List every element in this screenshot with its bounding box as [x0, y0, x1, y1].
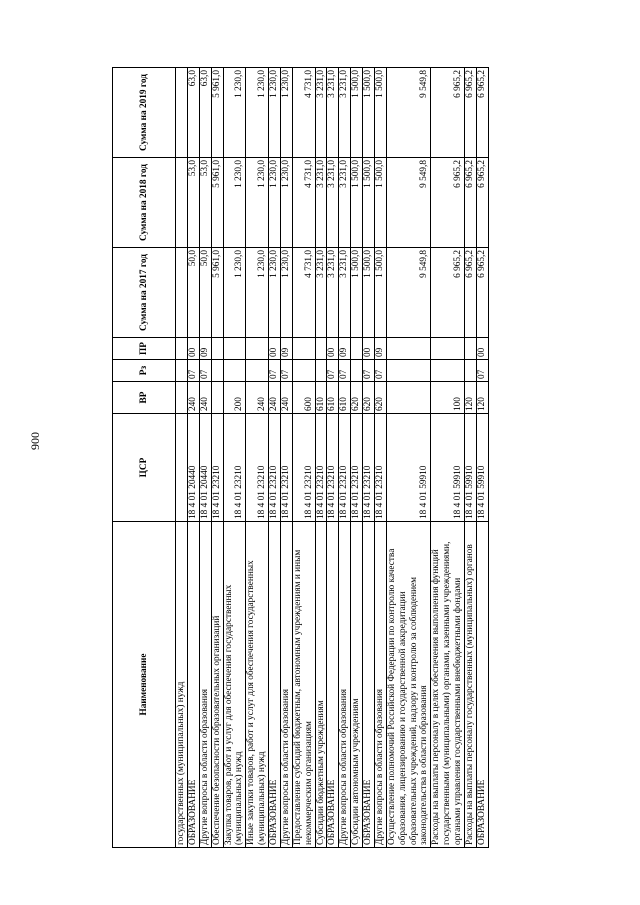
cell-sum-2018: 4 731,0	[292, 158, 315, 248]
cell-sum-2017: 50,0	[199, 248, 211, 338]
cell-sum-2019: 1 230,0	[269, 68, 281, 158]
header-rz: Рз	[113, 360, 176, 382]
cell-sum-2018: 5 961,0	[211, 158, 223, 248]
cell-sum-2019: 1 230,0	[280, 68, 292, 158]
cell-sum-2018: 3 231,0	[315, 158, 327, 248]
cell-sum-2018: 6 965,2	[464, 158, 476, 248]
cell-sum-2017: 6 965,2	[476, 248, 488, 338]
cell-pr	[292, 338, 315, 360]
cell-sum-2018: 3 231,0	[327, 158, 339, 248]
budget-table	[112, 67, 489, 848]
cell-sum-2017: 1 500,0	[363, 248, 375, 338]
cell-sum-2019: 1 500,0	[363, 68, 375, 158]
cell-vr: 240	[187, 382, 199, 414]
cell-rz: 07	[269, 360, 281, 382]
cell-name: ОБРАЗОВАНИЕ	[363, 522, 375, 848]
cell-sum-2019: 3 231,0	[315, 68, 327, 158]
cell-sum-2019: 63,0	[187, 68, 199, 158]
cell-vr: 620	[363, 382, 375, 414]
cell-rz: 07	[187, 360, 199, 382]
cell-csr	[176, 414, 188, 522]
cell-rz	[292, 360, 315, 382]
cell-name: Расходы на выплаты персоналу государственных (муниципальных) органов	[464, 522, 476, 848]
cell-vr: 620	[374, 382, 386, 414]
cell-vr	[211, 382, 223, 414]
cell-vr: 100	[431, 382, 465, 414]
cell-sum-2018	[176, 158, 188, 248]
cell-sum-2018: 1 230,0	[246, 158, 269, 248]
cell-name: Субсидии автономным учреждениям	[351, 522, 363, 848]
cell-name: Другие вопросы в области образования	[374, 522, 386, 848]
cell-sum-2017: 1 230,0	[269, 248, 281, 338]
cell-name: государственных (муниципальных) нужд	[176, 522, 188, 848]
cell-vr	[386, 382, 431, 414]
cell-sum-2017: 5 961,0	[211, 248, 223, 338]
cell-csr: 18 4 01 23210	[246, 414, 269, 522]
cell-csr: 18 4 01 23210	[327, 414, 339, 522]
cell-rz	[386, 360, 431, 382]
table-row	[476, 68, 488, 848]
cell-vr: 200	[223, 382, 246, 414]
cell-sum-2017: 3 231,0	[339, 248, 351, 338]
cell-sum-2017: 1 500,0	[351, 248, 363, 338]
cell-rz	[431, 360, 465, 382]
cell-name: Расходы на выплаты персоналу в целях обеспечения выполнения функций государственными (муниципальными) органами, казенными учреждениями, органами управления государственными внебюджетными фондами	[431, 522, 465, 848]
cell-sum-2017: 3 231,0	[327, 248, 339, 338]
table-row	[280, 68, 292, 848]
cell-pr: 09	[280, 338, 292, 360]
cell-rz	[315, 360, 327, 382]
cell-vr: 240	[199, 382, 211, 414]
cell-vr: 240	[280, 382, 292, 414]
table-row	[187, 68, 199, 848]
cell-rz: 07	[280, 360, 292, 382]
cell-pr: 09	[339, 338, 351, 360]
cell-csr: 18 4 01 23210	[280, 414, 292, 522]
cell-csr: 18 4 01 59910	[464, 414, 476, 522]
cell-pr: 00	[363, 338, 375, 360]
cell-sum-2019: 1 500,0	[374, 68, 386, 158]
cell-name: Другие вопросы в области образования	[280, 522, 292, 848]
header-sum-2017: Сумма на 2017 год	[113, 248, 176, 338]
header-csr: ЦСР	[113, 414, 176, 522]
cell-vr: 240	[269, 382, 281, 414]
cell-sum-2019: 1 230,0	[223, 68, 246, 158]
cell-sum-2019: 6 965,2	[476, 68, 488, 158]
cell-sum-2017: 9 549,8	[386, 248, 431, 338]
cell-pr	[246, 338, 269, 360]
cell-name: Предоставление субсидий бюджетным, автономным учреждениям и иным некоммерческим организациям	[292, 522, 315, 848]
table-row	[211, 68, 223, 848]
cell-csr: 18 4 01 59910	[476, 414, 488, 522]
table-row	[315, 68, 327, 848]
table-row	[374, 68, 386, 848]
header-vr: ВР	[113, 382, 176, 414]
header-name: Наименование	[113, 522, 176, 848]
cell-rz: 07	[363, 360, 375, 382]
table-row	[292, 68, 315, 848]
cell-vr: 600	[292, 382, 315, 414]
cell-rz: 07	[199, 360, 211, 382]
cell-name: Другие вопросы в области образования	[339, 522, 351, 848]
cell-name: Иные закупки товаров, работ и услуг для обеспечения государственных (муниципальных) нужд	[246, 522, 269, 848]
cell-vr: 120	[464, 382, 476, 414]
cell-sum-2017: 3 231,0	[315, 248, 327, 338]
cell-sum-2017	[176, 248, 188, 338]
cell-sum-2017: 1 230,0	[280, 248, 292, 338]
cell-name: Субсидии бюджетным учреждениям	[315, 522, 327, 848]
cell-name: ОБРАЗОВАНИЕ	[476, 522, 488, 848]
cell-csr: 18 4 01 23210	[292, 414, 315, 522]
cell-csr: 18 4 01 23210	[269, 414, 281, 522]
cell-rz: 07	[339, 360, 351, 382]
cell-vr	[176, 382, 188, 414]
cell-csr: 18 4 01 23210	[211, 414, 223, 522]
header-sum-2018: Сумма на 2018 год	[113, 158, 176, 248]
cell-csr: 18 4 01 59910	[431, 414, 465, 522]
cell-pr: 00	[327, 338, 339, 360]
table-row	[246, 68, 269, 848]
table-row	[386, 68, 431, 848]
cell-sum-2019: 3 231,0	[339, 68, 351, 158]
cell-pr	[464, 338, 476, 360]
cell-pr: 00	[269, 338, 281, 360]
cell-pr	[211, 338, 223, 360]
cell-sum-2018: 1 230,0	[269, 158, 281, 248]
page-number: 900	[28, 432, 42, 450]
cell-csr: 18 4 01 23210	[363, 414, 375, 522]
cell-csr: 18 4 01 23210	[315, 414, 327, 522]
cell-sum-2019: 6 965,2	[431, 68, 465, 158]
cell-csr: 18 4 01 23210	[339, 414, 351, 522]
header-sum-2019: Сумма на 2019 год	[113, 68, 176, 158]
table-row	[431, 68, 465, 848]
cell-rz: 07	[327, 360, 339, 382]
cell-sum-2017: 1 500,0	[374, 248, 386, 338]
cell-csr: 18 4 01 20440	[187, 414, 199, 522]
cell-rz	[464, 360, 476, 382]
cell-sum-2019: 4 731,0	[292, 68, 315, 158]
cell-name: ОБРАЗОВАНИЕ	[327, 522, 339, 848]
cell-vr: 620	[351, 382, 363, 414]
cell-name: Обеспечение безопасности образовательных организаций	[211, 522, 223, 848]
cell-sum-2017: 1 230,0	[246, 248, 269, 338]
table-row	[351, 68, 363, 848]
cell-csr: 18 4 01 23210	[223, 414, 246, 522]
cell-vr: 610	[327, 382, 339, 414]
table-header-row	[113, 68, 176, 848]
table-row	[327, 68, 339, 848]
table-row	[176, 68, 188, 848]
cell-name: Закупка товаров, работ и услуг для обеспечения государственных (муниципальных) нужд	[223, 522, 246, 848]
cell-sum-2019: 6 965,2	[464, 68, 476, 158]
cell-sum-2019: 1 500,0	[351, 68, 363, 158]
cell-csr: 18 4 01 20440	[199, 414, 211, 522]
cell-rz	[223, 360, 246, 382]
cell-sum-2019: 1 230,0	[246, 68, 269, 158]
cell-csr: 18 4 01 23210	[351, 414, 363, 522]
cell-pr	[223, 338, 246, 360]
cell-rz	[211, 360, 223, 382]
table-row	[269, 68, 281, 848]
cell-sum-2018: 1 500,0	[374, 158, 386, 248]
cell-csr: 18 4 01 23210	[374, 414, 386, 522]
cell-pr	[431, 338, 465, 360]
cell-pr: 09	[199, 338, 211, 360]
header-pr: ПР	[113, 338, 176, 360]
table-row	[199, 68, 211, 848]
cell-name: ОБРАЗОВАНИЕ	[269, 522, 281, 848]
cell-sum-2017: 4 731,0	[292, 248, 315, 338]
cell-sum-2018: 6 965,2	[431, 158, 465, 248]
cell-sum-2019: 5 961,0	[211, 68, 223, 158]
cell-pr	[176, 338, 188, 360]
cell-vr: 240	[246, 382, 269, 414]
cell-pr: 00	[187, 338, 199, 360]
cell-csr: 18 4 01 59910	[386, 414, 431, 522]
cell-sum-2019	[176, 68, 188, 158]
table-row	[363, 68, 375, 848]
cell-vr: 610	[315, 382, 327, 414]
cell-sum-2018: 1 230,0	[223, 158, 246, 248]
cell-sum-2018: 53,0	[187, 158, 199, 248]
cell-sum-2018: 1 230,0	[280, 158, 292, 248]
table-row	[223, 68, 246, 848]
cell-rz	[176, 360, 188, 382]
rotated-table-container	[112, 68, 562, 848]
cell-vr: 610	[339, 382, 351, 414]
cell-sum-2018: 3 231,0	[339, 158, 351, 248]
table-row	[339, 68, 351, 848]
cell-sum-2017: 6 965,2	[464, 248, 476, 338]
cell-sum-2017: 1 230,0	[223, 248, 246, 338]
cell-sum-2019: 63,0	[199, 68, 211, 158]
cell-pr	[315, 338, 327, 360]
cell-pr: 00	[476, 338, 488, 360]
cell-sum-2018: 1 500,0	[363, 158, 375, 248]
cell-rz	[246, 360, 269, 382]
cell-sum-2017: 50,0	[187, 248, 199, 338]
cell-rz: 07	[374, 360, 386, 382]
cell-pr: 09	[374, 338, 386, 360]
cell-sum-2017: 6 965,2	[431, 248, 465, 338]
cell-name: ОБРАЗОВАНИЕ	[187, 522, 199, 848]
cell-sum-2018: 53,0	[199, 158, 211, 248]
cell-sum-2018: 1 500,0	[351, 158, 363, 248]
cell-name: Другие вопросы в области образования	[199, 522, 211, 848]
cell-sum-2019: 9 549,8	[386, 68, 431, 158]
cell-sum-2019: 3 231,0	[327, 68, 339, 158]
cell-sum-2018: 6 965,2	[476, 158, 488, 248]
cell-vr: 120	[476, 382, 488, 414]
cell-name: Осуществление полномочий Российской Федерации по контролю качества образования, лицензированию и государственной аккредитации образовательных учреждений, надзору и контролю за соблюдением законодательства в области образования	[386, 522, 431, 848]
cell-rz	[351, 360, 363, 382]
cell-sum-2018: 9 549,8	[386, 158, 431, 248]
cell-rz: 07	[476, 360, 488, 382]
cell-pr	[386, 338, 431, 360]
cell-pr	[351, 338, 363, 360]
table-row	[464, 68, 476, 848]
